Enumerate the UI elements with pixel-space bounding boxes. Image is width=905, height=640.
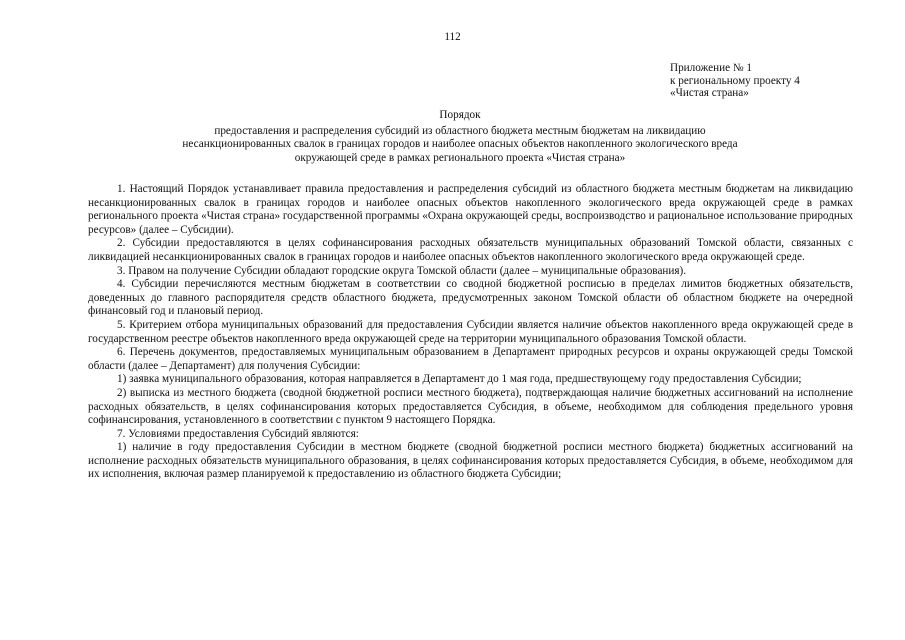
paragraph-3: 3. Правом на получение Субсидии обладают городские округа Томской области (далее – муниципальные образования). bbox=[117, 264, 687, 277]
title-heading: Порядок bbox=[439, 109, 481, 121]
title-line-3: окружающей среде в рамках регионального проекта «Чистая страна» bbox=[294, 151, 626, 164]
paragraph-7: 7. Условиями предоставления Субсидий являются: bbox=[117, 427, 359, 440]
appendix-note bbox=[670, 62, 800, 100]
appendix-line-1: Приложение № 1 bbox=[670, 62, 752, 74]
document-body bbox=[88, 183, 853, 482]
paragraph-6: 6. Перечень документов, предоставляемых муниципальным образованием в Департамент природных ресурсов и охраны окружающей среды Томской области (далее – Департамент) для получения Субсидии: bbox=[88, 346, 853, 372]
paragraph-1: 1. Настоящий Порядок устанавливает правила предоставления и распределения субсидий из областного бюджета местным бюджетам на ликвидацию несанкционированных свалок в границах городов и наиболее опасных объектов накопленного экологического вреда окружающей среде в рамках регионального проекта «Чистая страна» государственной программы «Охрана окружающей среды, воспроизводство и рациональное использование природных ресурсов» (далее – Субсидии). bbox=[88, 183, 853, 236]
appendix-line-3: «Чистая страна» bbox=[670, 87, 749, 99]
appendix-line-2: к региональному проекту 4 bbox=[670, 74, 800, 87]
paragraph-6-item-1: 1) заявка муниципального образования, которая направляется в Департамент до 1 мая года, предшествующему году предоставления Субсидии; bbox=[117, 373, 802, 386]
title-line-2: несанкционированных свалок в границах городов и наиболее опасных объектов накопленного экологического вреда bbox=[182, 138, 738, 151]
paragraph-6-item-2: 2) выписка из местного бюджета (сводной бюджетной росписи местного бюджета), подтверждающая наличие бюджетных ассигнований на исполнение расходных обязательств, в целях софинансирования которых предоставляется Субсидия, в объеме, необходимом для соблюдения предельного уровня софинансирования, установленного в соответствии с пунктом 9 настоящего Порядка. bbox=[88, 386, 853, 427]
paragraph-2: 2. Субсидии предоставляются в целях софинансирования расходных обязательств муниципальных образований Томской области, связанных с ликвидацией несанкционированных свалок в границах городов и наиболее опасных объектов накопленного экологического вреда окружающей среде. bbox=[88, 237, 853, 263]
page-number: 112 bbox=[444, 31, 461, 43]
paragraph-4: 4. Субсидии перечисляются местным бюджетам в соответствии со сводной бюджетной росписью в пределах лимитов бюджетных обязательств, доведенных до главного распорядителя средств областного бюджета, предусмотренных законом Томской области об областном бюджете на очередной финансовый год и плановый период. bbox=[88, 278, 853, 318]
paragraph-7-item-1: 1) наличие в году предоставления Субсидии в местном бюджете (сводной бюджетной росписи местного бюджета) бюджетных ассигнований на исполнение расходных обязательств муниципального образования, в целях софинансирования которых предоставляется Субсидия, в объеме, необходимом для их исполнения, включая размер планируемой к предоставлению из областного бюджета Субсидии; bbox=[88, 441, 853, 481]
title-line-1: предоставления и распределения субсидий из областного бюджета местным бюджетам на ликвидацию bbox=[214, 124, 706, 137]
document-title bbox=[80, 109, 840, 165]
paragraph-5: 5. Критерием отбора муниципальных образований для предоставления Субсидии является наличие объектов накопленного вреда окружающей среде в государственном реестре объектов накопленного вреда окружающей среде на территории муниципального образования Томской области. bbox=[88, 318, 853, 345]
